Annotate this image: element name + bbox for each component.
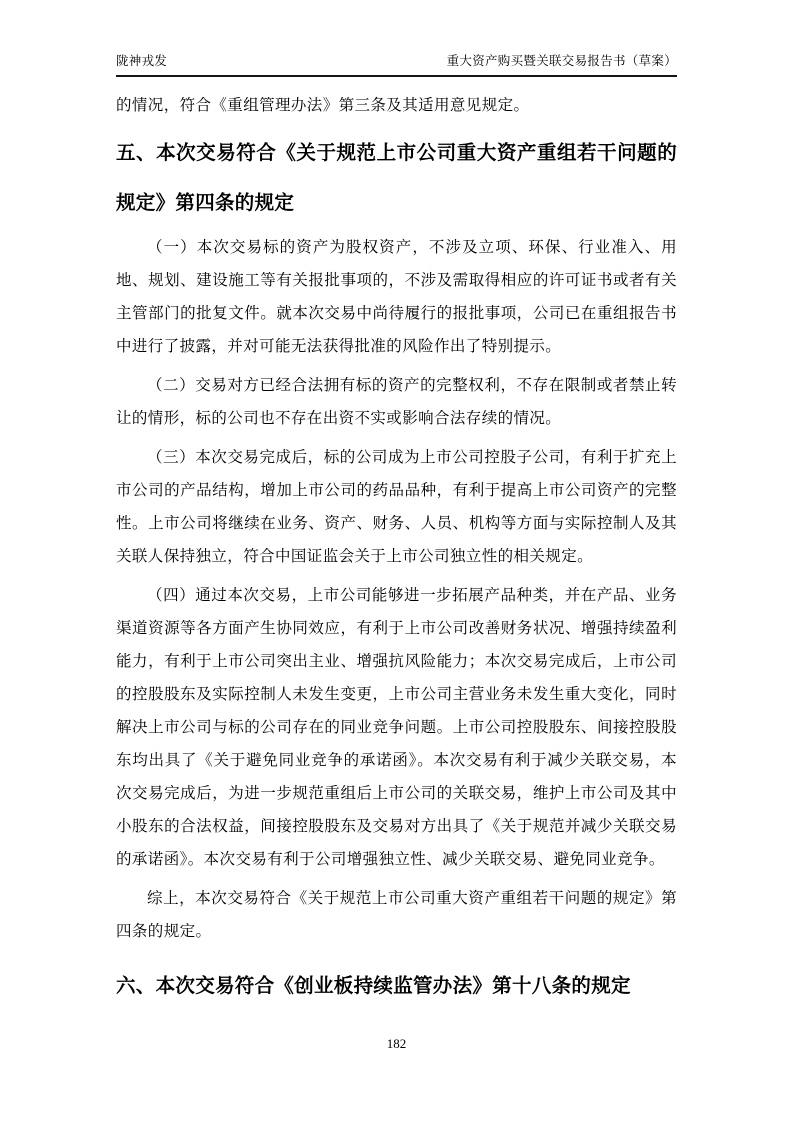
running-header [116, 0, 677, 77]
section-five-paragraph-1: （一）本次交易标的资产为股权资产，不涉及立项、环保、行业准入、用地、规划、建设施工等有关报批事项的，不涉及需取得相应的许可证书或者有关主管部门的批复文件。就本次交易中尚待履行的报批事项，公司已在重组报告书中进行了披露，并对可能无法获得批准的风险作出了特别提示。 [116, 239, 677, 355]
page-number: 182 [386, 1036, 407, 1051]
header-report-title: 重大资产购买暨关联交易报告书（草案） [446, 54, 677, 68]
header-company-name: 陇神戎发 [116, 54, 168, 68]
section-five-paragraph-4: （四）通过本次交易，上市公司能够进一步拓展产品种类，并在产品、业务渠道资源等各方面产生协同效应，有利于上市公司改善财务状况、增强持续盈利能力，有利于上市公司突出主业、增强抗风险能力；本次交易完成后，上市公司的控股股东及实际控制人未发生变更，上市公司主营业务未发生重大变化，同时解决上市公司与标的公司存在的同业竞争问题。上市公司控股股东、间接控股股东均出具了《关于避免同业竞争的承诺函》。本次交易有利于减少关联交易，本次交易完成后，为进一步规范重组后上市公司的关联交易，维护上市公司及其中小股东的合法权益，间接控股股东及交易对方出具了《关于规范并减少关联交易的承诺函》。本次交易有利于公司增强独立性、减少关联交易、避免同业竞争。 [116, 587, 677, 868]
intro-paragraph: 的情况，符合《重组管理办法》第三条及其适用意见规定。 [116, 97, 530, 114]
section-five-paragraph-3: （三）本次交易完成后，标的公司成为上市公司控股子公司，有利于扩充上市公司的产品结构，增加上市公司的药品品种，有利于提高上市公司资产的完整性。上市公司将继续在业务、资产、财务、人员、机构等方面与实际控制人及其关联人保持独立，符合中国证监会关于上市公司独立性的相关规定。 [116, 449, 677, 565]
section-five-conclusion-paragraph: 综上，本次交易符合《关于规范上市公司重大资产重组若干问题的规定》第四条的规定。 [116, 890, 677, 940]
section-five-paragraph-2: （二）交易对方已经合法拥有标的资产的完整权利，不存在限制或者禁止转让的情形，标的公司也不存在出资不实或影响合法存续的情况。 [116, 377, 677, 427]
document-body [116, 77, 677, 1001]
section-six-heading: 六、本次交易符合《创业板持续监管办法》第十八条的规定 [116, 975, 631, 997]
section-five-heading: 五、本次交易符合《关于规范上市公司重大资产重组若干问题的规定》第四条的规定 [116, 142, 677, 214]
